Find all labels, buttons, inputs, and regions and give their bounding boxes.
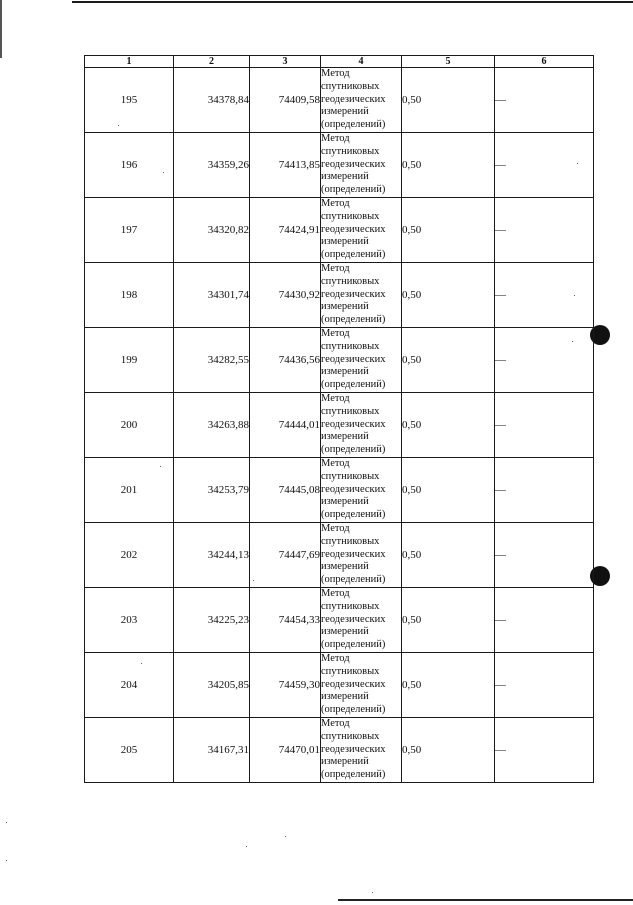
table-row: [85, 718, 594, 783]
method-line: (определений): [321, 379, 386, 391]
note-cell: —: [495, 458, 594, 523]
method-line: измерений: [321, 691, 369, 703]
note-cell: —: [495, 328, 594, 393]
coordinate-x-cell: 34320,82: [174, 198, 250, 263]
coordinate-y-cell: 74424,91: [250, 198, 321, 263]
table-body: [85, 68, 594, 783]
col-header-3: 3: [250, 56, 321, 68]
scan-border-bottom: [338, 899, 633, 901]
scan-border-top: [72, 1, 633, 3]
coordinate-x-cell: 34167,31: [174, 718, 250, 783]
point-number-cell: 203: [85, 588, 174, 653]
precision-cell: 0,50: [402, 328, 495, 393]
method-line: Метод: [321, 393, 350, 404]
method-line: геодезических: [321, 483, 386, 495]
scan-speck: [372, 892, 373, 893]
table-row: [85, 393, 594, 458]
precision-cell: 0,50: [402, 588, 495, 653]
method-line: Метод: [321, 653, 350, 664]
point-number-cell: 204: [85, 653, 174, 718]
method-line: спутниковых: [321, 275, 380, 287]
col-header-1: 1: [85, 56, 174, 68]
method-cell: [321, 328, 402, 393]
method-line: Метод: [321, 718, 350, 729]
method-cell: [321, 133, 402, 198]
coordinate-y-cell: 74445,08: [250, 458, 321, 523]
method-line: спутниковых: [321, 535, 380, 547]
coordinate-y-cell: 74454,33: [250, 588, 321, 653]
table-row: [85, 653, 594, 718]
coordinate-x-cell: 34205,85: [174, 653, 250, 718]
table-row: [85, 263, 594, 328]
precision-cell: 0,50: [402, 133, 495, 198]
method-line: Метод: [321, 133, 350, 144]
table-row: [85, 198, 594, 263]
point-number-cell: 195: [85, 68, 174, 133]
scan-speck: [6, 822, 7, 823]
method-cell: [321, 653, 402, 718]
coordinate-y-cell: 74413,85: [250, 133, 321, 198]
coordinate-x-cell: 34263,88: [174, 393, 250, 458]
point-number-cell: 199: [85, 328, 174, 393]
col-header-2: 2: [174, 56, 250, 68]
method-cell: [321, 588, 402, 653]
precision-cell: 0,50: [402, 458, 495, 523]
coordinate-y-cell: 74444,01: [250, 393, 321, 458]
precision-cell: 0,50: [402, 523, 495, 588]
coordinate-x-cell: 34359,26: [174, 133, 250, 198]
col-header-6: 6: [495, 56, 594, 68]
table-header-row: [85, 56, 594, 68]
method-line: измерений: [321, 626, 369, 638]
method-line: геодезических: [321, 743, 386, 755]
coordinate-y-cell: 74470,01: [250, 718, 321, 783]
method-cell: [321, 718, 402, 783]
coordinate-x-cell: 34244,13: [174, 523, 250, 588]
method-line: (определений): [321, 509, 386, 521]
coordinate-x-cell: 34253,79: [174, 458, 250, 523]
method-line: геодезических: [321, 288, 386, 300]
method-line: спутниковых: [321, 665, 380, 677]
method-line: измерений: [321, 431, 369, 443]
coordinate-y-cell: 74447,69: [250, 523, 321, 588]
coordinate-y-cell: 74409,58: [250, 68, 321, 133]
method-cell: [321, 523, 402, 588]
point-number-cell: 201: [85, 458, 174, 523]
method-line: спутниковых: [321, 340, 380, 352]
coordinate-x-cell: 34225,23: [174, 588, 250, 653]
table-row: [85, 458, 594, 523]
precision-cell: 0,50: [402, 653, 495, 718]
precision-cell: 0,50: [402, 718, 495, 783]
note-cell: —: [495, 653, 594, 718]
method-line: (определений): [321, 184, 386, 196]
method-line: измерений: [321, 561, 369, 573]
method-line: Метод: [321, 263, 350, 274]
coordinate-x-cell: 34301,74: [174, 263, 250, 328]
method-line: измерений: [321, 171, 369, 183]
scan-border-left: [0, 0, 2, 58]
method-line: измерений: [321, 106, 369, 118]
method-cell: [321, 263, 402, 328]
precision-cell: 0,50: [402, 198, 495, 263]
method-line: (определений): [321, 574, 386, 586]
method-line: измерений: [321, 236, 369, 248]
method-line: геодезических: [321, 678, 386, 690]
note-cell: —: [495, 68, 594, 133]
note-cell: —: [495, 588, 594, 653]
note-cell: —: [495, 133, 594, 198]
table-row: [85, 523, 594, 588]
method-line: спутниковых: [321, 405, 380, 417]
method-line: спутниковых: [321, 600, 380, 612]
method-line: спутниковых: [321, 210, 380, 222]
method-line: (определений): [321, 639, 386, 651]
method-line: измерений: [321, 366, 369, 378]
method-line: измерений: [321, 496, 369, 508]
method-line: геодезических: [321, 548, 386, 560]
coordinate-y-cell: 74459,30: [250, 653, 321, 718]
scan-speck: [6, 860, 7, 861]
precision-cell: 0,50: [402, 263, 495, 328]
method-line: Метод: [321, 328, 350, 339]
method-line: спутниковых: [321, 470, 380, 482]
method-line: (определений): [321, 119, 386, 131]
point-number-cell: 200: [85, 393, 174, 458]
note-cell: —: [495, 393, 594, 458]
point-number-cell: 196: [85, 133, 174, 198]
method-line: Метод: [321, 458, 350, 469]
coordinate-y-cell: 74436,56: [250, 328, 321, 393]
scan-speck: [285, 836, 286, 837]
coordinate-y-cell: 74430,92: [250, 263, 321, 328]
coordinate-x-cell: 34282,55: [174, 328, 250, 393]
precision-cell: 0,50: [402, 393, 495, 458]
table-row: [85, 133, 594, 198]
method-line: измерений: [321, 301, 369, 313]
note-cell: —: [495, 718, 594, 783]
note-cell: —: [495, 198, 594, 263]
method-line: Метод: [321, 68, 350, 79]
point-number-cell: 197: [85, 198, 174, 263]
method-line: Метод: [321, 198, 350, 209]
method-line: (определений): [321, 769, 386, 781]
method-line: геодезических: [321, 613, 386, 625]
coordinates-table: [84, 55, 594, 783]
table-row: [85, 588, 594, 653]
coordinate-x-cell: 34378,84: [174, 68, 250, 133]
col-header-5: 5: [402, 56, 495, 68]
method-line: (определений): [321, 704, 386, 716]
method-line: Метод: [321, 588, 350, 599]
point-number-cell: 205: [85, 718, 174, 783]
point-number-cell: 198: [85, 263, 174, 328]
method-line: (определений): [321, 314, 386, 326]
method-cell: [321, 68, 402, 133]
note-cell: —: [495, 523, 594, 588]
table-row: [85, 68, 594, 133]
method-line: геодезических: [321, 93, 386, 105]
method-line: Метод: [321, 523, 350, 534]
method-line: измерений: [321, 756, 369, 768]
method-line: геодезических: [321, 158, 386, 170]
scan-speck: [246, 846, 247, 847]
method-line: (определений): [321, 249, 386, 261]
method-line: спутниковых: [321, 730, 380, 742]
col-header-4: 4: [321, 56, 402, 68]
note-cell: —: [495, 263, 594, 328]
method-line: спутниковых: [321, 145, 380, 157]
method-line: геодезических: [321, 223, 386, 235]
method-line: геодезических: [321, 418, 386, 430]
method-line: геодезических: [321, 353, 386, 365]
point-number-cell: 202: [85, 523, 174, 588]
method-cell: [321, 458, 402, 523]
method-cell: [321, 393, 402, 458]
method-line: (определений): [321, 444, 386, 456]
precision-cell: 0,50: [402, 68, 495, 133]
table-row: [85, 328, 594, 393]
method-line: спутниковых: [321, 80, 380, 92]
method-cell: [321, 198, 402, 263]
